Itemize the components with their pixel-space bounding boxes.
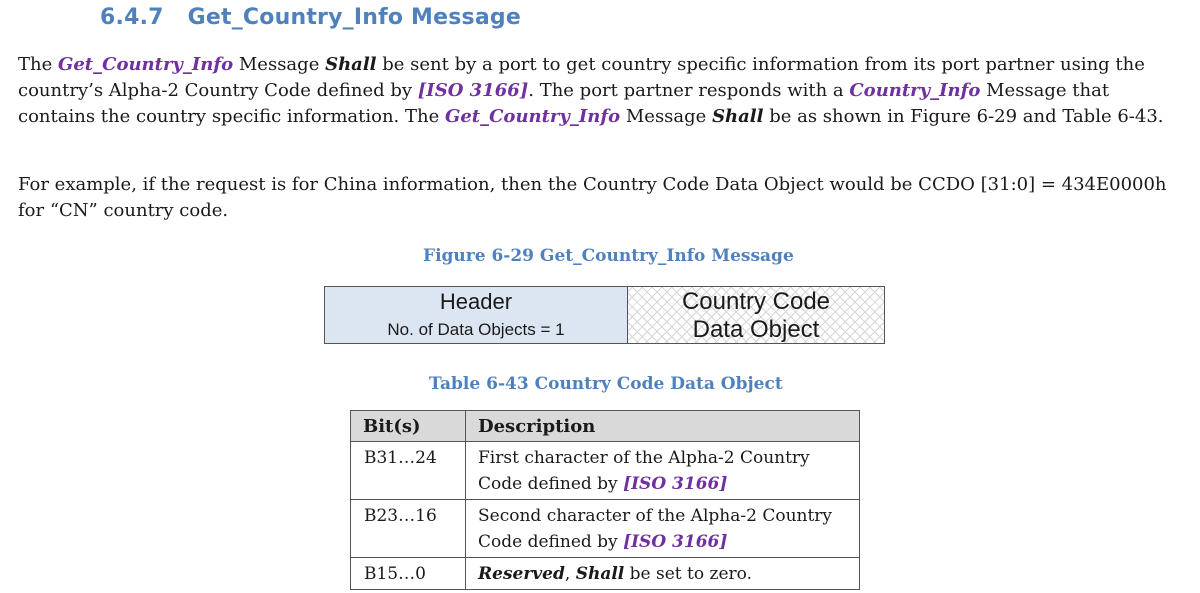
bits-cell: B23…16 (351, 500, 466, 558)
table-row (351, 442, 860, 500)
cc-label-line2: Data Object (692, 316, 820, 343)
section-heading (100, 5, 521, 30)
table-row (351, 500, 860, 558)
text-run: Message (620, 106, 713, 127)
country-info-link[interactable]: Country_Info (849, 80, 981, 101)
iso-3166-link[interactable]: [ISO 3166] (623, 532, 728, 552)
header-label: Header (439, 289, 513, 314)
text-run: Message that contains the country specific information. The (18, 80, 1110, 127)
text-run: be as shown in Figure 6-29 and Table 6-43. (763, 106, 1164, 127)
text-run: be sent by a port to get country specific information from its port partner using the country’s Alpha-2 Country Code defined by (18, 54, 1145, 101)
shall-keyword: Shall (325, 54, 377, 75)
message-diagram (324, 286, 885, 344)
text-run: The (18, 54, 58, 75)
shall-keyword: Shall (575, 564, 625, 584)
get-country-info-link[interactable]: Get_Country_Info (57, 54, 234, 75)
figure-caption: Figure 6-29 Get_Country_Info Message (423, 246, 794, 266)
shall-keyword: Shall (712, 106, 764, 127)
country-code-data-object-block (628, 287, 884, 343)
table-header-row (351, 411, 860, 442)
description-cell (466, 500, 860, 558)
text-run: First character of the Alpha-2 Country Code defined by (478, 448, 810, 494)
iso-3166-link[interactable]: [ISO 3166] (417, 80, 529, 101)
bits-cell: B31…24 (351, 442, 466, 500)
iso-3166-link[interactable]: [ISO 3166] (623, 474, 728, 494)
text-run: Message (233, 54, 326, 75)
example-paragraph: For example, if the request is for China information, then the Country Code Data Object would be CCDO [31:0] = 434E0000h for “CN” country code. (18, 174, 1167, 221)
description-cell (466, 442, 860, 500)
table-row (351, 558, 860, 590)
table-caption: Table 6-43 Country Code Data Object (429, 374, 783, 394)
data-objects-count: No. of Data Objects = 1 (387, 320, 565, 339)
intro-paragraph (18, 52, 1183, 130)
text-run: Second character of the Alpha-2 Country Code defined by (478, 506, 833, 552)
header-block (325, 287, 628, 343)
cc-label-line1: Country Code (681, 288, 831, 315)
bits-cell: B15…0 (351, 558, 466, 590)
column-header-description: Description (466, 411, 860, 442)
text-run: be set to zero. (624, 564, 752, 584)
column-header-bits: Bit(s) (351, 411, 466, 442)
ccdo-table (350, 410, 860, 590)
text-run: . The port partner responds with a (528, 80, 850, 101)
reserved-keyword: Reserved (478, 564, 565, 584)
get-country-info-link[interactable]: Get_Country_Info (444, 106, 621, 127)
description-cell (466, 558, 860, 590)
section-number: 6.4.7 (100, 5, 164, 30)
text-run: , (564, 564, 576, 584)
section-title: Get_Country_Info Message (187, 5, 521, 30)
